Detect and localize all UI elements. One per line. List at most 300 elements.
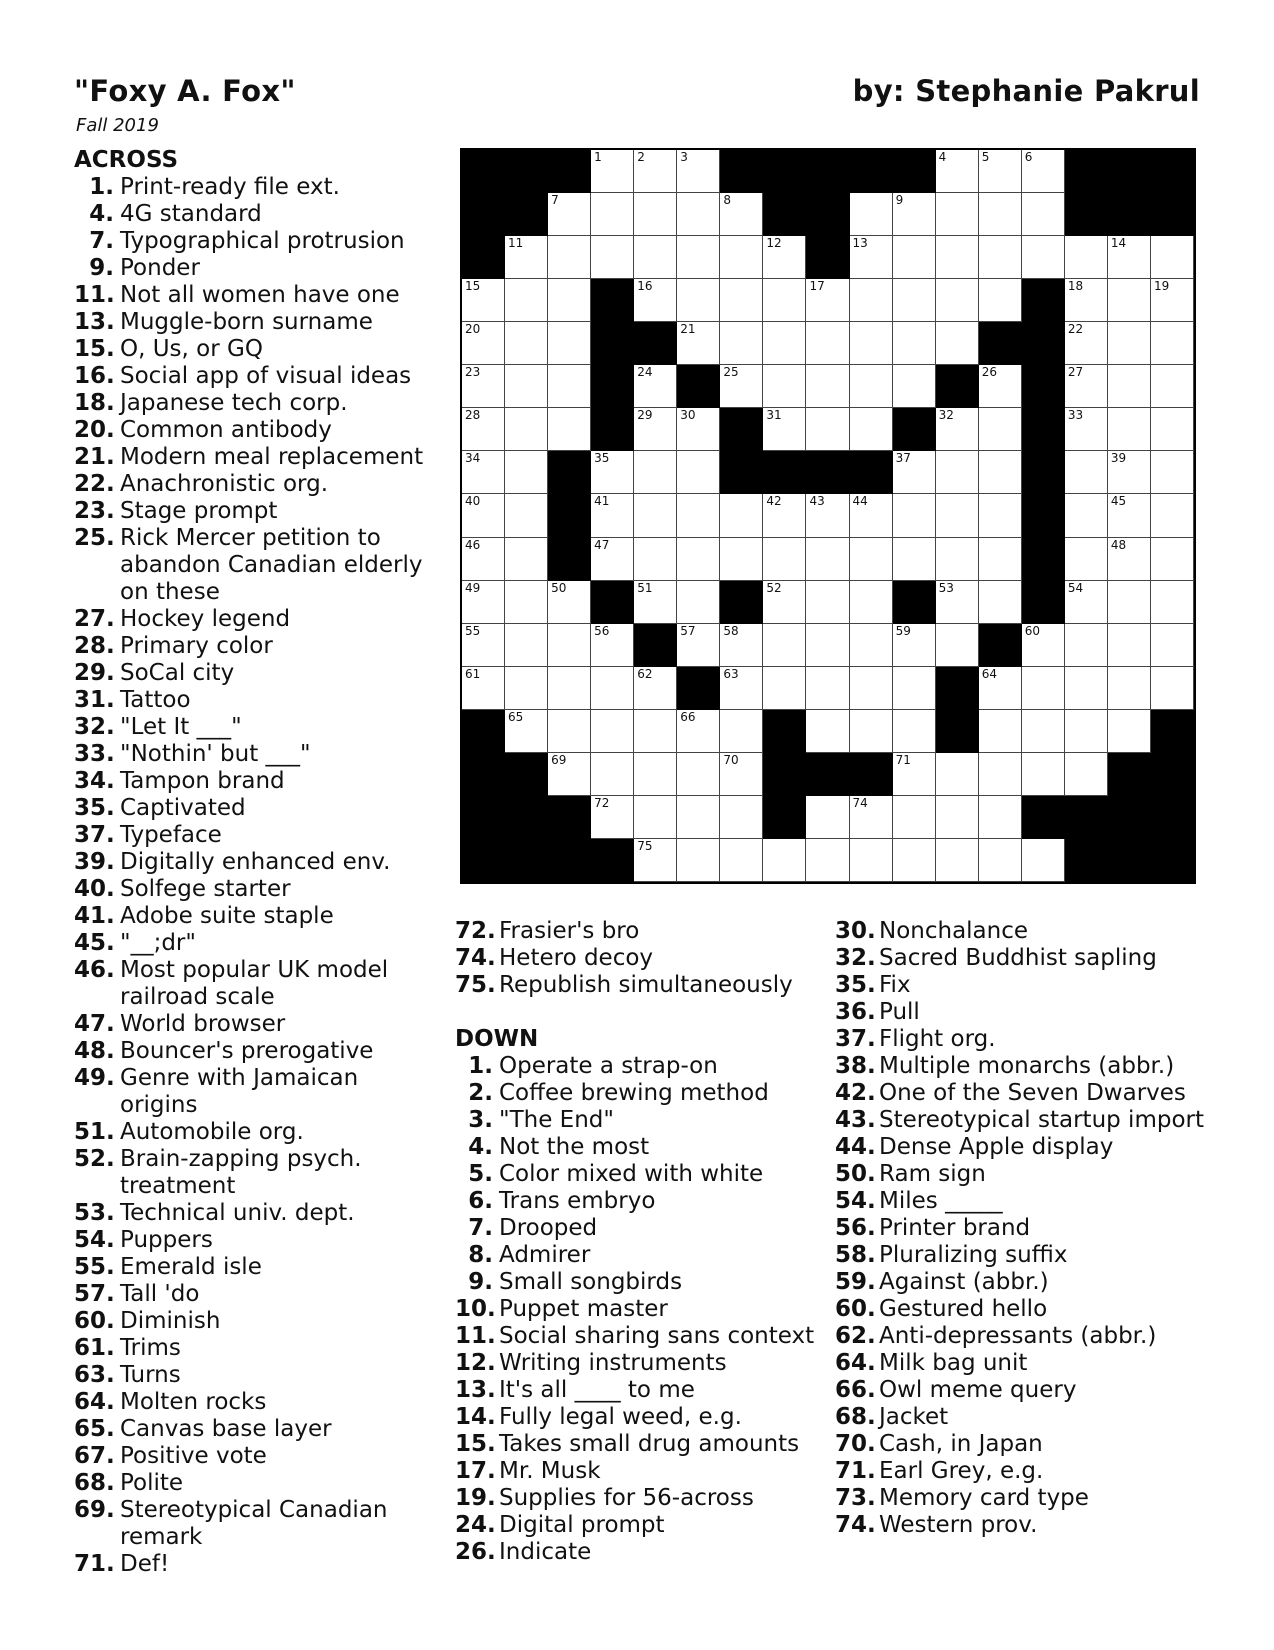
grid-cell[interactable] (462, 667, 505, 710)
grid-cell[interactable] (1022, 753, 1065, 796)
grid-cell[interactable] (979, 451, 1022, 494)
grid-cell[interactable] (979, 710, 1022, 753)
grid-cell[interactable] (634, 581, 677, 624)
grid-cell[interactable] (1065, 494, 1108, 537)
grid-cell[interactable] (1108, 408, 1151, 451)
grid-cell[interactable] (634, 494, 677, 537)
grid-cell[interactable] (505, 494, 548, 537)
grid-cell[interactable] (1022, 193, 1065, 236)
grid-cell[interactable] (850, 322, 893, 365)
grid-cell[interactable] (936, 150, 979, 193)
black-square (1022, 581, 1066, 625)
grid-cell[interactable] (850, 279, 893, 322)
grid-cell[interactable] (979, 538, 1022, 581)
grid-cell[interactable] (979, 796, 1022, 839)
grid-cell[interactable] (548, 753, 591, 796)
grid-cell[interactable] (677, 796, 720, 839)
grid-cell[interactable] (979, 753, 1022, 796)
grid-cell[interactable] (462, 581, 505, 624)
grid-cell[interactable] (677, 193, 720, 236)
crossword-grid (460, 148, 1196, 884)
clue-number: 56. (835, 1215, 876, 1241)
clue-text: Primary color (120, 633, 273, 659)
grid-cell[interactable] (936, 451, 979, 494)
clue-number: 48. (74, 1038, 115, 1064)
clue-number: 7. (468, 1215, 493, 1241)
grid-cell[interactable] (1065, 408, 1108, 451)
grid-cell[interactable] (763, 667, 806, 710)
grid-cell[interactable] (677, 710, 720, 753)
clue-text: Ponder (120, 255, 200, 281)
grid-cell[interactable] (591, 710, 634, 753)
grid-cell[interactable] (505, 365, 548, 408)
grid-cell[interactable] (634, 193, 677, 236)
grid-cell[interactable] (677, 236, 720, 279)
grid-cell[interactable] (936, 839, 979, 882)
grid-cell[interactable] (850, 796, 893, 839)
grid-cell[interactable] (505, 451, 548, 494)
grid-cell[interactable] (763, 365, 806, 408)
grid-cell[interactable] (462, 322, 505, 365)
grid-cell[interactable] (1108, 710, 1151, 753)
grid-cell[interactable] (591, 451, 634, 494)
grid-cell[interactable] (548, 322, 591, 365)
grid-cell[interactable] (893, 279, 936, 322)
clue-item (74, 1011, 436, 1038)
clue-number: 15. (74, 336, 115, 362)
grid-cell[interactable] (634, 408, 677, 451)
down-clue-list (455, 1053, 830, 1566)
grid-cell[interactable] (677, 538, 720, 581)
grid-cell[interactable] (634, 150, 677, 193)
grid-cell[interactable] (505, 710, 548, 753)
clue-text: Stage prompt (120, 498, 278, 524)
black-square (763, 193, 807, 237)
grid-cell[interactable] (1151, 408, 1194, 451)
grid-cell[interactable] (548, 193, 591, 236)
grid-cell[interactable] (548, 624, 591, 667)
grid-cell[interactable] (591, 236, 634, 279)
grid-cell[interactable] (979, 236, 1022, 279)
grid-cell[interactable] (720, 322, 763, 365)
grid-cell[interactable] (634, 538, 677, 581)
clue-text: Against (abbr.) (879, 1269, 1049, 1295)
grid-cell[interactable] (634, 839, 677, 882)
grid-cell[interactable] (1022, 236, 1065, 279)
grid-cell[interactable] (806, 839, 849, 882)
grid-cell[interactable] (591, 667, 634, 710)
black-square (893, 408, 937, 452)
grid-cell[interactable] (893, 236, 936, 279)
black-square (462, 839, 506, 883)
grid-cell[interactable] (548, 667, 591, 710)
grid-cell[interactable] (462, 279, 505, 322)
clue-number: 51. (74, 1119, 115, 1145)
grid-cell[interactable] (850, 193, 893, 236)
grid-cell[interactable] (763, 279, 806, 322)
grid-cell[interactable] (893, 710, 936, 753)
grid-cell[interactable] (634, 451, 677, 494)
clue-item (835, 1458, 1205, 1485)
grid-cell[interactable] (1108, 322, 1151, 365)
grid-cell[interactable] (893, 538, 936, 581)
grid-cell[interactable] (634, 236, 677, 279)
grid-cell[interactable] (720, 365, 763, 408)
grid-cell[interactable] (1151, 365, 1194, 408)
grid-cell[interactable] (462, 365, 505, 408)
grid-cell[interactable] (1065, 753, 1108, 796)
clue-number: 53. (74, 1200, 115, 1226)
grid-cell[interactable] (763, 236, 806, 279)
grid-cell[interactable] (763, 624, 806, 667)
clue-item (74, 768, 436, 795)
clue-item (835, 1377, 1205, 1404)
black-square (763, 796, 807, 840)
grid-cell[interactable] (936, 538, 979, 581)
grid-cell[interactable] (850, 667, 893, 710)
clue-text: Muggle-born surname (120, 309, 373, 335)
grid-cell[interactable] (1151, 494, 1194, 537)
cell-number: 41 (594, 494, 610, 509)
grid-cell[interactable] (1108, 624, 1151, 667)
grid-cell[interactable] (1108, 279, 1151, 322)
cell-number: 13 (852, 236, 868, 251)
grid-cell[interactable] (548, 365, 591, 408)
grid-cell[interactable] (720, 710, 763, 753)
grid-cell[interactable] (1151, 581, 1194, 624)
clue-item (455, 1350, 830, 1377)
grid-cell[interactable] (677, 753, 720, 796)
grid-cell[interactable] (505, 279, 548, 322)
grid-cell[interactable] (1108, 451, 1151, 494)
clue-text: Admirer (499, 1242, 591, 1268)
grid-cell[interactable] (893, 667, 936, 710)
clue-number: 72. (455, 918, 496, 944)
grid-cell[interactable] (634, 279, 677, 322)
grid-cell[interactable] (1065, 365, 1108, 408)
grid-cell[interactable] (893, 451, 936, 494)
grid-cell[interactable] (462, 408, 505, 451)
grid-cell[interactable] (850, 494, 893, 537)
grid-cell[interactable] (1151, 624, 1194, 667)
grid-cell[interactable] (1022, 624, 1065, 667)
grid-cell[interactable] (936, 494, 979, 537)
grid-cell[interactable] (1151, 279, 1194, 322)
cell-number: 46 (465, 537, 481, 552)
grid-cell[interactable] (505, 408, 548, 451)
grid-cell[interactable] (936, 624, 979, 667)
clue-text: Typographical protrusion (120, 228, 405, 254)
grid-cell[interactable] (1065, 279, 1108, 322)
black-square (1065, 150, 1109, 194)
grid-cell[interactable] (806, 538, 849, 581)
grid-cell[interactable] (850, 624, 893, 667)
grid-cell[interactable] (720, 796, 763, 839)
grid-cell[interactable] (677, 494, 720, 537)
grid-cell[interactable] (591, 796, 634, 839)
black-square (936, 710, 980, 754)
grid-cell[interactable] (893, 322, 936, 365)
grid-cell[interactable] (806, 667, 849, 710)
grid-cell[interactable] (806, 408, 849, 451)
grid-cell[interactable] (979, 193, 1022, 236)
grid-cell[interactable] (850, 710, 893, 753)
clue-item (74, 1146, 436, 1200)
black-square (548, 538, 592, 582)
clue-text: 4G standard (120, 201, 262, 227)
grid-cell[interactable] (548, 581, 591, 624)
clue-text: Bouncer's prerogative (120, 1038, 374, 1064)
clue-number: 54. (74, 1227, 115, 1253)
grid-cell[interactable] (763, 322, 806, 365)
grid-cell[interactable] (1151, 667, 1194, 710)
cell-number: 62 (637, 666, 653, 681)
black-square (462, 710, 506, 754)
black-square (763, 451, 807, 495)
grid-cell[interactable] (634, 365, 677, 408)
cell-number: 52 (766, 580, 782, 595)
grid-cell[interactable] (763, 839, 806, 882)
grid-cell[interactable] (505, 538, 548, 581)
clue-number: 63. (74, 1362, 115, 1388)
grid-cell[interactable] (979, 839, 1022, 882)
black-square (505, 193, 549, 237)
grid-cell[interactable] (1065, 236, 1108, 279)
grid-cell[interactable] (591, 193, 634, 236)
clue-text: Fully legal weed, e.g. (499, 1404, 742, 1430)
grid-cell[interactable] (462, 451, 505, 494)
clue-text: Solfege starter (120, 876, 291, 902)
grid-cell[interactable] (936, 796, 979, 839)
grid-cell[interactable] (720, 538, 763, 581)
grid-cell[interactable] (677, 322, 720, 365)
grid-cell[interactable] (1151, 538, 1194, 581)
black-square (1065, 839, 1109, 883)
black-square (806, 451, 850, 495)
grid-cell[interactable] (677, 150, 720, 193)
grid-cell[interactable] (634, 710, 677, 753)
grid-cell[interactable] (548, 710, 591, 753)
grid-cell[interactable] (850, 581, 893, 624)
grid-cell[interactable] (462, 494, 505, 537)
grid-cell[interactable] (1065, 667, 1108, 710)
grid-cell[interactable] (850, 236, 893, 279)
grid-cell[interactable] (806, 365, 849, 408)
grid-cell[interactable] (1065, 322, 1108, 365)
grid-cell[interactable] (591, 494, 634, 537)
grid-cell[interactable] (1065, 538, 1108, 581)
grid-cell[interactable] (936, 193, 979, 236)
grid-cell[interactable] (677, 408, 720, 451)
grid-cell[interactable] (806, 494, 849, 537)
grid-cell[interactable] (1108, 667, 1151, 710)
cell-number: 71 (895, 752, 911, 767)
grid-cell[interactable] (850, 839, 893, 882)
grid-cell[interactable] (936, 322, 979, 365)
grid-cell[interactable] (1108, 236, 1151, 279)
clue-number: 27. (74, 606, 115, 632)
grid-cell[interactable] (677, 624, 720, 667)
grid-cell[interactable] (548, 408, 591, 451)
grid-cell[interactable] (677, 451, 720, 494)
grid-cell[interactable] (893, 494, 936, 537)
grid-cell[interactable] (505, 322, 548, 365)
clue-text: Trims (120, 1335, 181, 1361)
grid-cell[interactable] (806, 279, 849, 322)
black-square (677, 365, 721, 409)
grid-cell[interactable] (763, 581, 806, 624)
grid-cell[interactable] (806, 624, 849, 667)
grid-cell[interactable] (720, 839, 763, 882)
grid-cell[interactable] (677, 279, 720, 322)
clue-item (835, 1431, 1205, 1458)
grid-cell[interactable] (936, 236, 979, 279)
clue-item (74, 849, 436, 876)
grid-cell[interactable] (720, 236, 763, 279)
grid-cell[interactable] (1108, 538, 1151, 581)
grid-cell[interactable] (1065, 624, 1108, 667)
grid-cell[interactable] (763, 538, 806, 581)
grid-cell[interactable] (1022, 667, 1065, 710)
black-square (1108, 193, 1152, 237)
clue-text: Milk bag unit (879, 1350, 1028, 1376)
cell-number: 59 (895, 623, 911, 638)
grid-cell[interactable] (979, 581, 1022, 624)
cell-number: 60 (1024, 623, 1041, 638)
black-square (850, 451, 894, 495)
grid-cell[interactable] (936, 581, 979, 624)
grid-cell[interactable] (1151, 451, 1194, 494)
cell-number: 70 (723, 752, 739, 767)
grid-cell[interactable] (1022, 150, 1065, 193)
clue-number: 49. (74, 1065, 115, 1091)
black-square (591, 408, 635, 452)
grid-cell[interactable] (505, 236, 548, 279)
grid-cell[interactable] (893, 796, 936, 839)
grid-cell[interactable] (936, 408, 979, 451)
grid-cell[interactable] (763, 408, 806, 451)
clue-item (835, 945, 1205, 972)
cell-number: 12 (766, 236, 782, 251)
grid-cell[interactable] (936, 753, 979, 796)
clue-text: One of the Seven Dwarves (879, 1080, 1186, 1106)
grid-cell[interactable] (591, 624, 634, 667)
black-square (893, 150, 937, 194)
clue-text: Captivated (120, 795, 246, 821)
grid-cell[interactable] (1022, 710, 1065, 753)
grid-cell[interactable] (1065, 451, 1108, 494)
grid-cell[interactable] (634, 667, 677, 710)
black-square (1151, 150, 1195, 194)
puzzle-title: "Foxy A. Fox" (74, 74, 296, 108)
grid-cell[interactable] (893, 753, 936, 796)
clue-number: 43. (835, 1107, 876, 1133)
grid-cell[interactable] (548, 279, 591, 322)
grid-cell[interactable] (1108, 581, 1151, 624)
grid-cell[interactable] (720, 494, 763, 537)
grid-cell[interactable] (979, 365, 1022, 408)
clue-text: Anti-depressants (abbr.) (879, 1323, 1157, 1349)
grid-cell[interactable] (893, 839, 936, 882)
grid-cell[interactable] (634, 796, 677, 839)
black-square (850, 753, 894, 797)
clue-item (74, 525, 436, 606)
grid-cell[interactable] (720, 753, 763, 796)
grid-cell[interactable] (893, 365, 936, 408)
grid-cell[interactable] (1065, 581, 1108, 624)
grid-cell[interactable] (505, 624, 548, 667)
grid-cell[interactable] (505, 667, 548, 710)
grid-cell[interactable] (850, 365, 893, 408)
grid-cell[interactable] (462, 624, 505, 667)
cell-number: 24 (637, 365, 653, 380)
grid-cell[interactable] (1151, 236, 1194, 279)
grid-cell[interactable] (979, 494, 1022, 537)
clue-item (455, 1242, 830, 1269)
grid-cell[interactable] (720, 279, 763, 322)
grid-cell[interactable] (720, 624, 763, 667)
grid-cell[interactable] (1108, 365, 1151, 408)
clue-number: 42. (835, 1080, 876, 1106)
grid-cell[interactable] (893, 624, 936, 667)
grid-cell[interactable] (505, 581, 548, 624)
grid-cell[interactable] (979, 408, 1022, 451)
black-square (1065, 796, 1109, 840)
clue-text: Mr. Musk (499, 1458, 601, 1484)
grid-cell[interactable] (806, 581, 849, 624)
clue-item (835, 1080, 1205, 1107)
grid-cell[interactable] (806, 710, 849, 753)
grid-cell[interactable] (591, 538, 634, 581)
grid-cell[interactable] (806, 322, 849, 365)
grid-cell[interactable] (720, 193, 763, 236)
clue-text: Cash, in Japan (879, 1431, 1043, 1457)
grid-cell[interactable] (850, 408, 893, 451)
grid-cell[interactable] (850, 538, 893, 581)
clue-item (455, 1107, 830, 1134)
grid-cell[interactable] (763, 494, 806, 537)
grid-cell[interactable] (979, 150, 1022, 193)
clue-number: 70. (835, 1431, 876, 1457)
clue-text: Republish simultaneously (499, 972, 793, 998)
clue-text: Trans embryo (499, 1188, 656, 1214)
grid-cell[interactable] (634, 753, 677, 796)
grid-cell[interactable] (979, 667, 1022, 710)
grid-cell[interactable] (806, 796, 849, 839)
grid-cell[interactable] (1022, 839, 1065, 882)
grid-cell[interactable] (1108, 494, 1151, 537)
grid-cell[interactable] (1065, 710, 1108, 753)
grid-cell[interactable] (462, 538, 505, 581)
grid-cell[interactable] (548, 236, 591, 279)
grid-cell[interactable] (979, 279, 1022, 322)
clue-item (835, 1350, 1205, 1377)
grid-cell[interactable] (893, 193, 936, 236)
clue-number: 9. (89, 255, 114, 281)
clue-item (74, 444, 436, 471)
black-square (591, 279, 635, 323)
grid-cell[interactable] (936, 279, 979, 322)
grid-cell[interactable] (591, 753, 634, 796)
grid-cell[interactable] (677, 839, 720, 882)
clue-item (74, 687, 436, 714)
black-square (634, 624, 678, 668)
grid-cell[interactable] (720, 667, 763, 710)
clue-text: Technical univ. dept. (120, 1200, 355, 1226)
grid-cell[interactable] (591, 150, 634, 193)
grid-cell[interactable] (677, 581, 720, 624)
grid-cell[interactable] (1151, 322, 1194, 365)
